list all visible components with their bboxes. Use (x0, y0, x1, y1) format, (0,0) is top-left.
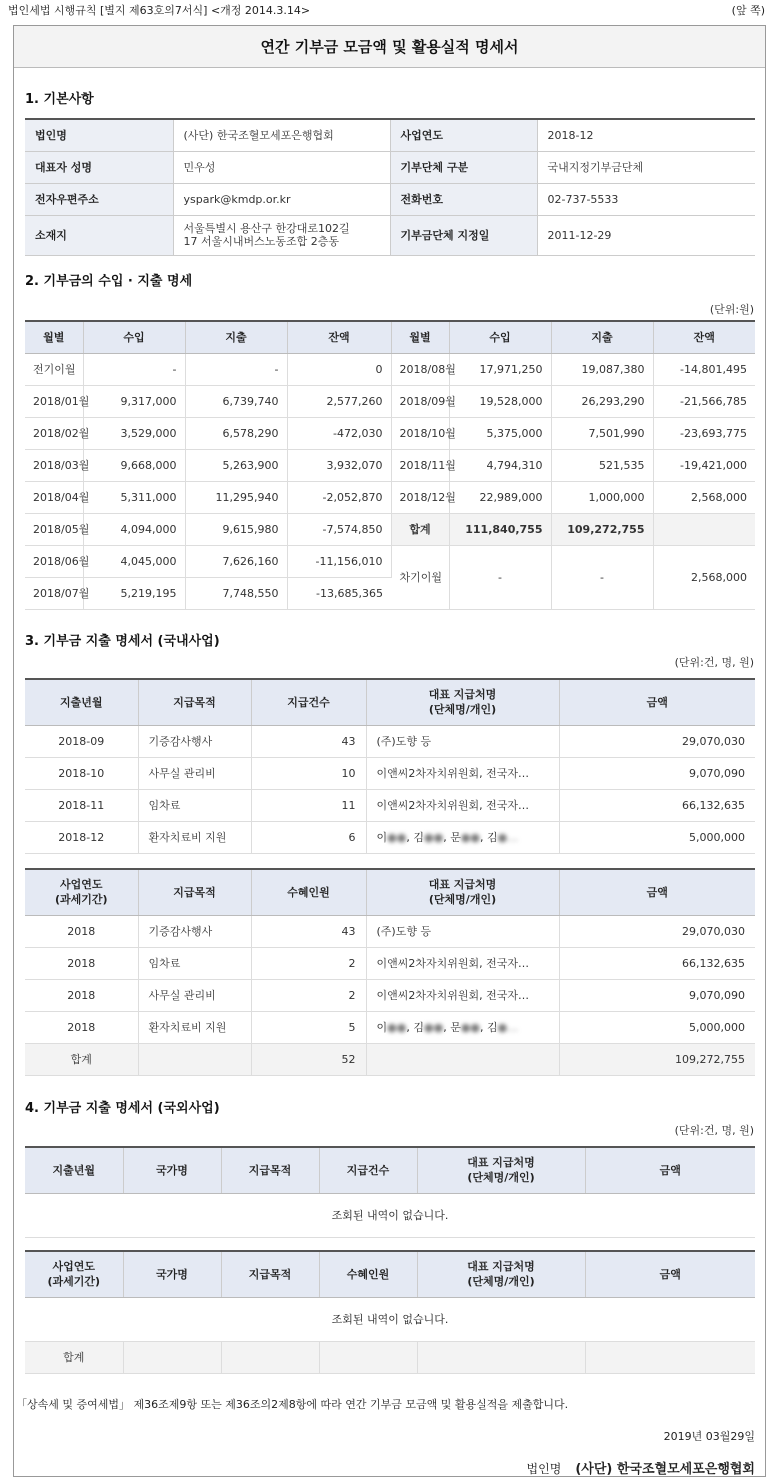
masked-name: ●● (460, 1021, 481, 1034)
masked-name: ●● (387, 831, 407, 844)
total-balance-empty (653, 513, 755, 545)
amount-cell: 3,932,070 (287, 449, 391, 481)
table-row (25, 481, 755, 513)
recipient-cell: 이앤씨2차자치위원회, 전국자… (366, 979, 559, 1011)
column-header (251, 679, 366, 725)
recipient-cell: 이앤씨2차자치위원회, 전국자… (366, 757, 559, 789)
info-value: 민우성 (173, 151, 390, 183)
total-income: 111,840,755 (449, 513, 551, 545)
purpose-cell: 기증감사행사 (138, 915, 251, 947)
month-cell: 전기이월 (25, 353, 83, 385)
table-row (25, 821, 755, 853)
amount-cell: 7,748,550 (185, 577, 287, 609)
total-amount: 109,272,755 (559, 1043, 755, 1075)
amount-cell: 29,070,030 (559, 725, 755, 757)
address-value (173, 215, 390, 255)
header-text: 대표 지급처명 (467, 1156, 535, 1170)
amount-cell: 66,132,635 (559, 789, 755, 821)
total-count: 52 (251, 1043, 366, 1075)
count-cell: 43 (251, 915, 366, 947)
section2-heading: 2. 기부금의 수입 · 지출 명세 (25, 274, 193, 289)
purpose-cell: 기증감사행사 (138, 725, 251, 757)
amount-cell: 9,070,090 (559, 979, 755, 1011)
recipient-surname: 문 (450, 831, 461, 844)
basic-info-table (25, 118, 755, 256)
purpose-cell: 임차료 (138, 947, 251, 979)
info-label: 법인명 (25, 119, 173, 151)
header-text: 금액 (659, 1267, 681, 1281)
header-text: 지출년월 (52, 1163, 95, 1177)
overseas-total-label: 합계 (25, 1341, 123, 1373)
amount-cell: 3,529,000 (83, 417, 185, 449)
masked-name: ●● (387, 1021, 407, 1034)
amount-cell: -2,052,870 (287, 481, 391, 513)
table-row (25, 947, 755, 979)
recipient-surname: 이 (376, 1021, 388, 1034)
total-expense: 109,272,755 (551, 513, 653, 545)
table-row (25, 353, 755, 385)
amount-cell: 19,528,000 (449, 385, 551, 417)
amount-cell: 9,615,980 (185, 513, 287, 545)
header-text: 사업연도 (52, 1260, 95, 1274)
month-cell: 2018/11월 (391, 449, 449, 481)
column-header (417, 1147, 585, 1193)
month-cell: 2018/04월 (25, 481, 83, 513)
section1-heading: 1. 기본사항 (25, 92, 94, 107)
header-text: 대표 지급처명 (428, 878, 497, 892)
column-header: 지출 (551, 321, 653, 353)
recipient-surname: 문 (450, 1021, 461, 1034)
total-empty (366, 1043, 559, 1075)
total-label: 합계 (391, 513, 449, 545)
header-text: 국가명 (156, 1267, 188, 1281)
header-text: (과세기간) (54, 893, 108, 907)
amount-cell: 4,045,000 (83, 545, 185, 577)
recipient-cell: (주)도향 등 (366, 725, 559, 757)
address-line: 17 서울시내버스노동조합 2층동 (183, 235, 339, 248)
amount-cell: 5,000,000 (559, 1011, 755, 1043)
total-label: 합계 (25, 1043, 138, 1075)
period-cell: 2018-09 (25, 725, 138, 757)
purpose-cell: 사무실 관리비 (138, 757, 251, 789)
header-text: (단체명/개인) (467, 1171, 535, 1185)
table-row (25, 545, 755, 577)
column-header (319, 1251, 417, 1297)
recipient-surname: 김 (487, 1021, 498, 1034)
domestic-expense-by-month-table (25, 678, 755, 854)
amount-cell: 11,295,940 (185, 481, 287, 513)
amount-cell: 4,794,310 (449, 449, 551, 481)
amount-cell: 7,501,990 (551, 417, 653, 449)
recipient-cell: 이●●, 김●●, 문●●, 김●… (366, 821, 559, 853)
column-header: 지출 (185, 321, 287, 353)
table-row (25, 757, 755, 789)
purpose-cell: 환자치료비 지원 (138, 1011, 251, 1043)
page-side-label: (앞 쪽) (731, 4, 765, 17)
amount-cell: 6,578,290 (185, 417, 287, 449)
column-header (366, 869, 559, 915)
recipient-cell: 이앤씨2차자치위원회, 전국자… (366, 947, 559, 979)
document-title: 연간 기부금 모금액 및 활용실적 명세서 (14, 26, 765, 68)
month-cell: 2018/09월 (391, 385, 449, 417)
overseas-total-cell (417, 1341, 585, 1373)
month-cell: 2018/05월 (25, 513, 83, 545)
purpose-cell: 환자치료비 지원 (138, 821, 251, 853)
info-label: 대표자 성명 (25, 151, 173, 183)
column-header (25, 1251, 123, 1297)
submission-date: 2019년 03월29일 (663, 1430, 755, 1443)
amount-cell: -14,801,495 (653, 353, 755, 385)
amount-cell: -21,566,785 (653, 385, 755, 417)
header-text: 지출년월 (59, 695, 103, 709)
month-cell: 2018/10월 (391, 417, 449, 449)
month-cell: 2018/03월 (25, 449, 83, 481)
basic-info-row (25, 119, 755, 151)
overseas-expense-by-year-table (25, 1250, 755, 1374)
carry-expense: - (551, 545, 653, 609)
info-value: 02-737-5533 (537, 183, 755, 215)
info-label: 소재지 (25, 215, 173, 255)
purpose-cell: 사무실 관리비 (138, 979, 251, 1011)
table-row (25, 449, 755, 481)
info-value: (사단) 한국조혈모세포은행협회 (173, 119, 390, 151)
period-cell: 2018-12 (25, 821, 138, 853)
header-text: 지급목적 (248, 1267, 292, 1281)
section2-unit: (단위:원) (709, 303, 754, 316)
amount-cell: 19,087,380 (551, 353, 653, 385)
header-text: 지급건수 (346, 1163, 390, 1177)
masked-name: ●● (423, 831, 444, 844)
column-header (25, 869, 138, 915)
header-text: 대표 지급처명 (428, 688, 497, 702)
period-cell: 2018-10 (25, 757, 138, 789)
amount-cell: 22,989,000 (449, 481, 551, 513)
column-header (25, 679, 138, 725)
header-text: 사업연도 (59, 878, 103, 892)
header-text: (과세기간) (47, 1275, 101, 1289)
column-header (559, 869, 755, 915)
period-cell: 2018 (25, 979, 138, 1011)
count-cell: 6 (251, 821, 366, 853)
overseas-total-cell (319, 1341, 417, 1373)
header-text: 지급건수 (287, 695, 330, 709)
amount-cell: - (83, 353, 185, 385)
basic-info-row (25, 215, 755, 255)
info-value: 2011-12-29 (537, 215, 755, 255)
header-text: 수혜인원 (287, 885, 330, 899)
info-label: 기부금단체 지정일 (390, 215, 537, 255)
domestic-expense-by-year-table (25, 868, 755, 1076)
info-label: 전화번호 (390, 183, 537, 215)
income-expense-table (25, 320, 755, 610)
month-cell: 2018/08월 (391, 353, 449, 385)
recipient-cell: 이앤씨2차자치위원회, 전국자… (366, 789, 559, 821)
column-header (366, 679, 559, 725)
basic-info-row (25, 151, 755, 183)
recipient-surname: 김 (487, 831, 498, 844)
amount-cell: 9,317,000 (83, 385, 185, 417)
info-label: 사업연도 (390, 119, 537, 151)
amount-cell: 6,739,740 (185, 385, 287, 417)
amount-cell: 26,293,290 (551, 385, 653, 417)
header-text: 금액 (646, 695, 668, 709)
recipient-cell: 이●●, 김●●, 문●●, 김●… (366, 1011, 559, 1043)
header-text: (단체명/개인) (428, 703, 497, 717)
column-header (138, 869, 251, 915)
section4-heading: 4. 기부금 지출 명세서 (국외사업) (25, 1101, 220, 1116)
amount-cell: 2,568,000 (653, 481, 755, 513)
statement-document (13, 25, 766, 1477)
column-header: 월별 (391, 321, 449, 353)
overseas-month-empty-message: 조회된 내역이 없습니다. (25, 1193, 755, 1237)
month-cell: 2018/01월 (25, 385, 83, 417)
month-cell: 2018/06월 (25, 545, 83, 577)
column-header: 잔액 (287, 321, 391, 353)
amount-cell: 7,626,160 (185, 545, 287, 577)
purpose-cell: 임차료 (138, 789, 251, 821)
basic-info-row (25, 183, 755, 215)
org-name: (사단) 한국조혈모세포은행협회 (575, 1462, 755, 1477)
overseas-total-cell (585, 1341, 755, 1373)
amount-cell: -472,030 (287, 417, 391, 449)
amount-cell: 29,070,030 (559, 915, 755, 947)
overseas-total-cell (123, 1341, 221, 1373)
column-header (251, 869, 366, 915)
submission-declaration: 「상속세 및 증여세법」 제36조제9항 또는 제36조의2제8항에 따라 연간 기부금 모금액 및 활용실적을 제출합니다. (16, 1398, 569, 1411)
period-cell: 2018 (25, 1011, 138, 1043)
amount-cell: 521,535 (551, 449, 653, 481)
amount-cell: -23,693,775 (653, 417, 755, 449)
info-label: 기부단체 구분 (390, 151, 537, 183)
amount-cell: -19,421,000 (653, 449, 755, 481)
header-text: 수혜인원 (346, 1267, 390, 1281)
amount-cell: 5,311,000 (83, 481, 185, 513)
amount-cell: -11,156,010 (287, 545, 391, 577)
column-header: 수입 (83, 321, 185, 353)
column-header (123, 1251, 221, 1297)
column-header: 수입 (449, 321, 551, 353)
amount-cell: 1,000,000 (551, 481, 653, 513)
total-row (25, 1043, 755, 1075)
overseas-year-empty-message: 조회된 내역이 없습니다. (25, 1297, 755, 1341)
signature-line (527, 1458, 755, 1477)
count-cell: 5 (251, 1011, 366, 1043)
amount-cell: 5,375,000 (449, 417, 551, 449)
table-row (25, 1011, 755, 1043)
period-cell: 2018-11 (25, 789, 138, 821)
recipient-surname: 김 (413, 1021, 424, 1034)
month-cell: 2018/12월 (391, 481, 449, 513)
org-label: 법인명 (526, 1462, 562, 1476)
column-header (585, 1251, 755, 1297)
column-header (123, 1147, 221, 1193)
recipient-cell: (주)도향 등 (366, 915, 559, 947)
header-text: 국가명 (156, 1163, 188, 1177)
amount-cell: 66,132,635 (559, 947, 755, 979)
amount-cell: 17,971,250 (449, 353, 551, 385)
section3-unit: (단위:건, 명, 원) (674, 656, 754, 669)
address-line: 서울특별시 용산구 한강대로102길 (183, 222, 350, 235)
table-row (25, 915, 755, 947)
header-text: 지급목적 (248, 1163, 292, 1177)
amount-cell: -7,574,850 (287, 513, 391, 545)
table-row (25, 979, 755, 1011)
table-row (25, 417, 755, 449)
header-text: (단체명/개인) (428, 893, 497, 907)
column-header (559, 679, 755, 725)
header-text: 금액 (659, 1163, 681, 1177)
count-cell: 10 (251, 757, 366, 789)
column-header (221, 1147, 319, 1193)
header-text: (단체명/개인) (467, 1275, 535, 1289)
overseas-total-cell (221, 1341, 319, 1373)
column-header (585, 1147, 755, 1193)
info-value: yspark@kmdp.or.kr (173, 183, 390, 215)
column-header (417, 1251, 585, 1297)
column-header: 잔액 (653, 321, 755, 353)
count-cell: 43 (251, 725, 366, 757)
info-value: 2018-12 (537, 119, 755, 151)
total-empty (138, 1043, 251, 1075)
header-text: 금액 (646, 885, 668, 899)
amount-cell: 9,668,000 (83, 449, 185, 481)
masked-name: ●● (460, 831, 481, 844)
column-header (319, 1147, 417, 1193)
column-header: 월별 (25, 321, 83, 353)
amount-cell: 4,094,000 (83, 513, 185, 545)
period-cell: 2018 (25, 947, 138, 979)
count-cell: 2 (251, 979, 366, 1011)
overseas-expense-by-month-table (25, 1146, 755, 1238)
month-cell: 2018/02월 (25, 417, 83, 449)
amount-cell: 2,577,260 (287, 385, 391, 417)
section4-unit: (단위:건, 명, 원) (674, 1124, 754, 1137)
month-cell: 2018/07월 (25, 577, 83, 609)
header-text: 대표 지급처명 (467, 1260, 535, 1274)
column-header (138, 679, 251, 725)
law-reference: 법인세법 시행규칙 [별지 제63호의7서식] <개정 2014.3.14> (8, 4, 311, 17)
table-row (25, 385, 755, 417)
amount-cell: - (185, 353, 287, 385)
amount-cell: 5,219,195 (83, 577, 185, 609)
recipient-surname: 이 (376, 831, 388, 844)
count-cell: 11 (251, 789, 366, 821)
masked-name: ●● (423, 1021, 444, 1034)
amount-cell: 5,263,900 (185, 449, 287, 481)
carry-balance: 2,568,000 (653, 545, 755, 609)
amount-cell: 9,070,090 (559, 757, 755, 789)
header-text: 지급목적 (173, 885, 216, 899)
carry-income: - (449, 545, 551, 609)
info-label: 전자우편주소 (25, 183, 173, 215)
period-cell: 2018 (25, 915, 138, 947)
table-row (25, 725, 755, 757)
section3-heading: 3. 기부금 지출 명세서 (국내사업) (25, 634, 220, 649)
count-cell: 2 (251, 947, 366, 979)
masked-name: ●… (497, 1021, 519, 1034)
column-header (25, 1147, 123, 1193)
column-header (221, 1251, 319, 1297)
info-value: 국내지정기부금단체 (537, 151, 755, 183)
amount-cell: 5,000,000 (559, 821, 755, 853)
table-row (25, 789, 755, 821)
recipient-surname: 김 (413, 831, 424, 844)
masked-name: ●… (497, 831, 519, 844)
table-row (25, 513, 755, 545)
amount-cell: -13,685,365 (287, 577, 391, 609)
carry-label: 차기이월 (391, 545, 449, 609)
amount-cell: 0 (287, 353, 391, 385)
header-text: 지급목적 (173, 695, 216, 709)
